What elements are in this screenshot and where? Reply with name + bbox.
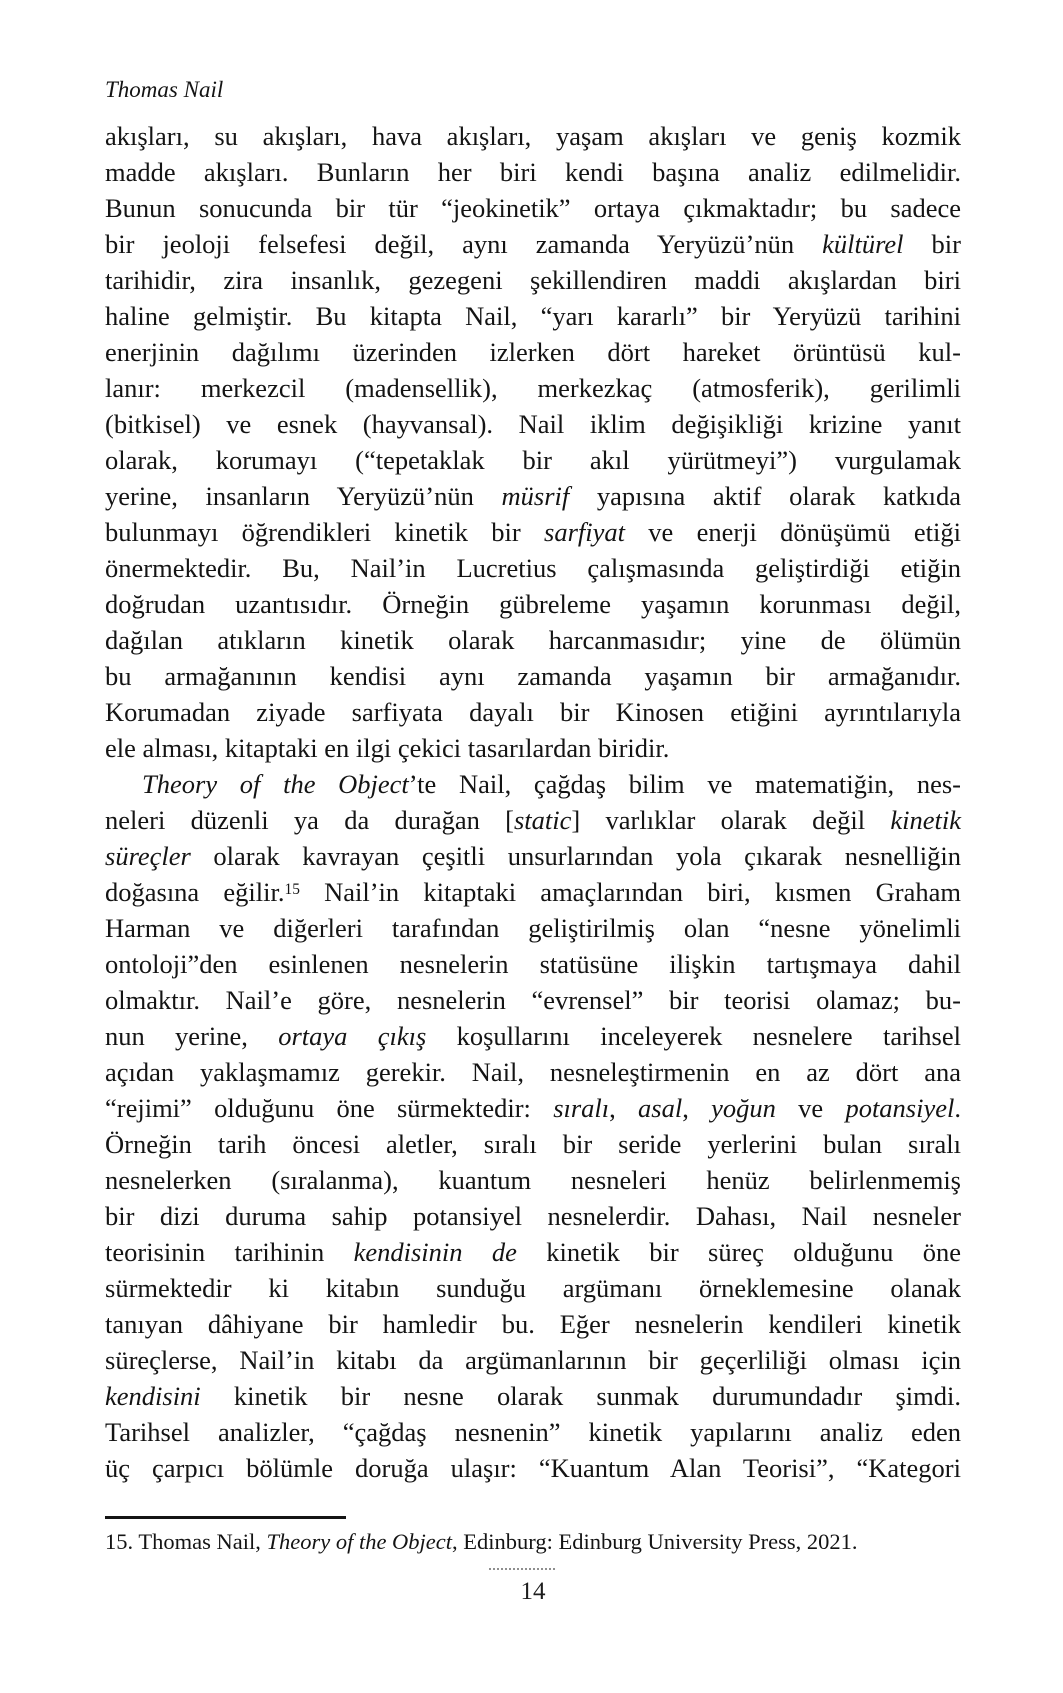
text-segment: tarihidir, zira insanlık, gezegeni şekillendiren maddi akışlardan biri (105, 265, 961, 295)
text-line (105, 946, 961, 982)
text-segment: Harman ve diğerleri tarafından geliştirilmiş olan “nesne yönelimli (105, 913, 961, 943)
text-segment: olmaktır. Nail’e göre, nesnelerin “evrensel” bir teorisi olamaz; bu- (105, 985, 961, 1015)
text-segment: kinetik (890, 805, 961, 835)
text-segment: olarak, korumayı (“tepetaklak bir akıl yürütmeyi”) vurgulamak (105, 445, 961, 475)
text-segment: “rejimi” olduğunu öne sürmektedir: (105, 1093, 554, 1123)
text-segment: , Edinburg: Edinburg University Press, 2021. (452, 1529, 858, 1554)
text-segment: ve enerji dönüşümü etiği (625, 517, 961, 547)
text-line (105, 910, 961, 946)
text-line (105, 1414, 961, 1450)
text-line (105, 874, 961, 910)
text-line (105, 550, 961, 586)
text-line (105, 478, 961, 514)
text-segment: asal (638, 1093, 683, 1123)
text-segment: sıralı (553, 1093, 610, 1123)
text-segment: süreçlerse, Nail’in kitabı da argümanlarının bir geçerliliği olması için (105, 1345, 961, 1375)
text-segment: ’te Nail, çağdaş bilim ve matematiğin, nes- (408, 769, 961, 799)
footnote-rule (105, 1516, 346, 1519)
text-segment: koşullarını inceleyerek nesnelere tarihsel (426, 1021, 961, 1051)
text-line (105, 262, 961, 298)
text-segment: üç çarpıcı bölümle doruğa ulaşır: “Kuantum Alan Teorisi”, “Kategori (105, 1453, 961, 1483)
text-segment: Bunun sonucunda bir tür “jeokinetik” ortaya çıkmaktadır; bu sadece (105, 193, 961, 223)
text-segment: önermektedir. Bu, Nail’in Lucretius çalışmasında geliştirdiği etiğin (105, 553, 961, 583)
text-line (105, 154, 961, 190)
text-segment: bulunmayı öğrendikleri kinetik bir (105, 517, 545, 547)
text-segment: dağılan atıkların kinetik olarak harcanmasıdır; yine de ölümün (105, 625, 961, 655)
text-segment: Nail’in kitaptaki amaçlarından biri, kısmen Graham (299, 877, 961, 907)
text-segment: teorisinin tarihinin (105, 1237, 354, 1267)
text-segment: kültürel (822, 229, 904, 259)
text-segment: Tarihsel analizler, “çağdaş nesnenin” kinetik yapılarını analiz eden (105, 1417, 961, 1447)
text-line (105, 1090, 961, 1126)
text-line (105, 514, 961, 550)
text-line (105, 1450, 961, 1486)
text-segment: enerjinin dağılımı üzerinden izlerken dört hareket örüntüsü kul- (105, 337, 961, 367)
text-line (105, 622, 961, 658)
text-segment: doğasına eğilir. (105, 877, 285, 907)
text-segment: ele alması, kitaptaki en ilgi çekici tasarılardan biridir. (105, 733, 670, 763)
text-segment: madde akışları. Bunların her biri kendi başına analiz edilmelidir. (105, 157, 961, 187)
text-line (105, 982, 961, 1018)
text-line (105, 1306, 961, 1342)
text-segment: açıdan yaklaşmamız gerekir. Nail, nesneleştirmenin en az dört ana (105, 1057, 961, 1087)
text-line (105, 694, 961, 730)
text-segment: lanır: merkezcil (madensellik), merkezkaç (atmosferik), gerilimli (105, 373, 961, 403)
text-segment: neleri düzenli ya da durağan [ (105, 805, 514, 835)
text-line (105, 802, 961, 838)
text-line (105, 442, 961, 478)
text-segment: olarak kavrayan çeşitli unsurlarından yola çıkarak nesnelliğin (190, 841, 961, 871)
text-segment: Korumadan ziyade sarfiyata dayalı bir Kinosen etiğini ayrıntılarıyla (105, 697, 961, 727)
text-segment: Theory of the Object (266, 1529, 453, 1554)
text-segment: yoğun (711, 1093, 776, 1123)
text-line (105, 1054, 961, 1090)
text-segment: sürmektedir ki kitabın sunduğu argümanı örneklemesine olanak (105, 1273, 961, 1303)
text-segment: nesnelerken (sıralanma), kuantum nesneleri henüz belirlenmemiş (105, 1165, 961, 1195)
text-segment: kinetik bir süreç olduğunu öne (516, 1237, 962, 1267)
text-line (105, 190, 961, 226)
text-line (105, 1342, 961, 1378)
text-segment: Theory of the Object (142, 769, 409, 799)
text-line (105, 1270, 961, 1306)
text-line (105, 226, 961, 262)
text-segment: süreçler (105, 841, 191, 871)
text-segment: yapısına aktif olarak katkıda (569, 481, 961, 511)
running-header: Thomas Nail (105, 77, 224, 102)
text-segment: nun yerine, (105, 1021, 279, 1051)
text-segment: , (609, 1093, 639, 1123)
text-line (105, 730, 961, 766)
body-text (105, 118, 961, 1486)
text-segment: doğrudan uzantısıdır. Örneğin gübreleme yaşamın korunması değil, (105, 589, 961, 619)
text-line (105, 298, 961, 334)
text-segment: kendisini (105, 1381, 201, 1411)
text-segment: ontoloji”den esinlenen nesnelerin statüsüne ilişkin tartışmaya dahil (105, 949, 961, 979)
text-segment: bu armağanının kendisi aynı zamanda yaşamın bir armağanıdır. (105, 661, 961, 691)
text-line (105, 1234, 961, 1270)
text-segment: kendisinin de (353, 1237, 517, 1267)
text-segment: ortaya çıkış (278, 1021, 427, 1051)
text-segment: ve (775, 1093, 846, 1123)
footnote (105, 1527, 985, 1557)
text-segment: müsrif (501, 481, 570, 511)
text-segment: . (954, 1093, 961, 1123)
text-line (105, 766, 961, 802)
text-segment: bir jeoloji felsefesi değil, aynı zamanda Yeryüzü’nün (105, 229, 823, 259)
text-segment: haline gelmiştir. Bu kitapta Nail, “yarı kararlı” bir Yeryüzü tarihini (105, 301, 961, 331)
text-line (105, 838, 961, 874)
text-segment: (bitkisel) ve esnek (hayvansal). Nail iklim değişikliği krizine yanıt (105, 409, 961, 439)
text-line (105, 1378, 961, 1414)
page-number: 14 (520, 1578, 546, 1605)
text-line (105, 586, 961, 622)
text-segment: bir (903, 229, 961, 259)
text-segment: static (513, 805, 572, 835)
dotted-separator (489, 1568, 555, 1570)
text-line (105, 1198, 961, 1234)
text-segment: Örneğin tarih öncesi aletler, sıralı bir seride yerlerini bulan sıralı (105, 1129, 961, 1159)
text-line (105, 1162, 961, 1198)
text-segment: ] varlıklar olarak değil (571, 805, 891, 835)
text-line (105, 370, 961, 406)
text-line (105, 658, 961, 694)
text-line (105, 334, 961, 370)
footnote-marker: 15 (284, 881, 300, 899)
text-segment: kinetik bir nesne olarak sunmak durumundadır şimdi. (200, 1381, 961, 1411)
text-segment: potansiyel (845, 1093, 955, 1123)
text-line (105, 406, 961, 442)
text-line (105, 1018, 961, 1054)
text-segment: akışları, su akışları, hava akışları, yaşam akışları ve geniş kozmik (105, 121, 961, 151)
text-segment: bir dizi duruma sahip potansiyel nesnelerdir. Dahası, Nail nesneler (105, 1201, 961, 1231)
text-segment: 15. Thomas Nail, (105, 1529, 267, 1554)
text-segment: yerine, insanların Yeryüzü’nün (105, 481, 502, 511)
text-line (105, 118, 961, 154)
text-segment: , (682, 1093, 712, 1123)
text-line (105, 1126, 961, 1162)
text-segment: sarfiyat (544, 517, 625, 547)
text-segment: tanıyan dâhiyane bir hamledir bu. Eğer nesnelerin kendileri kinetik (105, 1309, 961, 1339)
